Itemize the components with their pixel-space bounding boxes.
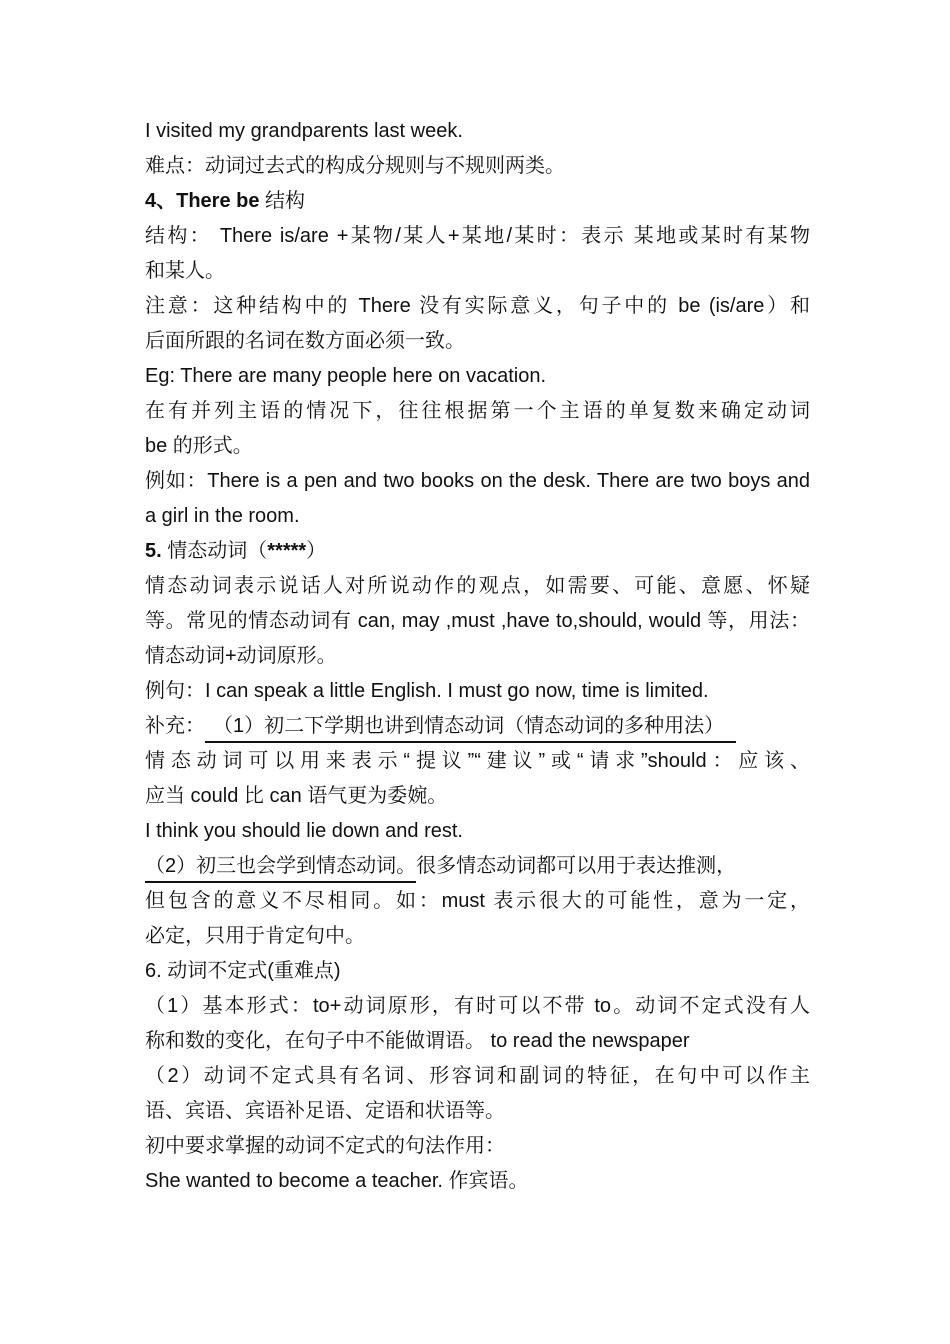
underlined-note: （1）初二下学期也讲到情态动词（情态动词的多种用法）: [205, 711, 736, 743]
text-line: 但包含的意义不尽相同。如：must 表示很大的可能性，意为一定，: [145, 890, 810, 912]
text-line: 后面所跟的名词在数方面必须一致。: [145, 330, 465, 352]
text-line: 初中要求掌握的动词不定式的句法作用：: [145, 1135, 505, 1157]
text-line: 等。常见的情态动词有 can, may ,must ,have to,should, would 等，用法：: [145, 610, 810, 632]
text-line: 难点：动词过去式的构成分规则与不规则两类。: [145, 155, 565, 177]
text-segment: 很多情态动词都可以用于表达推测，: [416, 855, 737, 877]
text-line: 情态动词表示说话人对所说动作的观点，如需要、可能、意愿、怀疑: [145, 575, 810, 597]
section-number: 5.: [145, 540, 162, 562]
text-line: 应当 could 比 can 语气更为委婉。: [145, 785, 448, 807]
text-line: a girl in the room.: [145, 505, 300, 527]
importance-stars: *****: [267, 540, 307, 562]
text-line: 结构： There is/are +某物/某人+某地/某时：表示 某地或某时有某物: [145, 225, 810, 247]
text-line: 例如：There is a pen and two books on the desk. There are two boys and: [145, 470, 810, 492]
section-title-end: ）: [306, 540, 327, 562]
text-line: （2）动词不定式具有名词、形容词和副词的特征，在句中可以作主: [145, 1065, 810, 1087]
text-line: （1）基本形式：to+动词原形，有时可以不带 to。动词不定式没有人: [145, 995, 810, 1017]
section-title: 情态动词（: [161, 540, 268, 562]
text-line: 例句：I can speak a little English. I must go now, time is limited.: [145, 680, 709, 702]
supplement-line: [145, 709, 810, 744]
section-heading-there-be: [145, 184, 810, 219]
text-line: 注意：这种结构中的 There 没有实际意义，句子中的 be (is/are）和: [145, 295, 810, 317]
underlined-note: （2）初三也会学到情态动词。: [145, 851, 416, 883]
section-heading-modal-verbs: [145, 534, 810, 569]
text-line: 和某人。: [145, 260, 225, 282]
text-line: 语、宾语、宾语补足语、定语和状语等。: [145, 1100, 505, 1122]
text-line: 必定，只用于肯定句中。: [145, 925, 365, 947]
section-number: 4、There be: [145, 190, 260, 212]
text-line: 在有并列主语的情况下，往往根据第一个主语的单复数来确定动词: [145, 400, 810, 422]
text-line: I think you should lie down and rest.: [145, 820, 463, 842]
text-line: 情态动词+动词原形。: [145, 645, 337, 667]
text-line: be 的形式。: [145, 435, 253, 457]
text-line: 情态动词可以用来表示“提议”“建议”或“请求”should：应该、: [145, 750, 810, 772]
section-heading-infinitive: 6. 动词不定式(重难点): [145, 960, 341, 982]
text-line: I visited my grandparents last week.: [145, 120, 463, 142]
supplement-label: 补充：: [145, 715, 205, 737]
text-line: 称和数的变化，在句子中不能做谓语。 to read the newspaper: [145, 1030, 690, 1052]
text-line: Eg: There are many people here on vacation.: [145, 365, 546, 387]
supplement-line: [145, 849, 810, 884]
section-title: 结构: [259, 190, 306, 212]
text-line: She wanted to become a teacher. 作宾语。: [145, 1170, 529, 1192]
